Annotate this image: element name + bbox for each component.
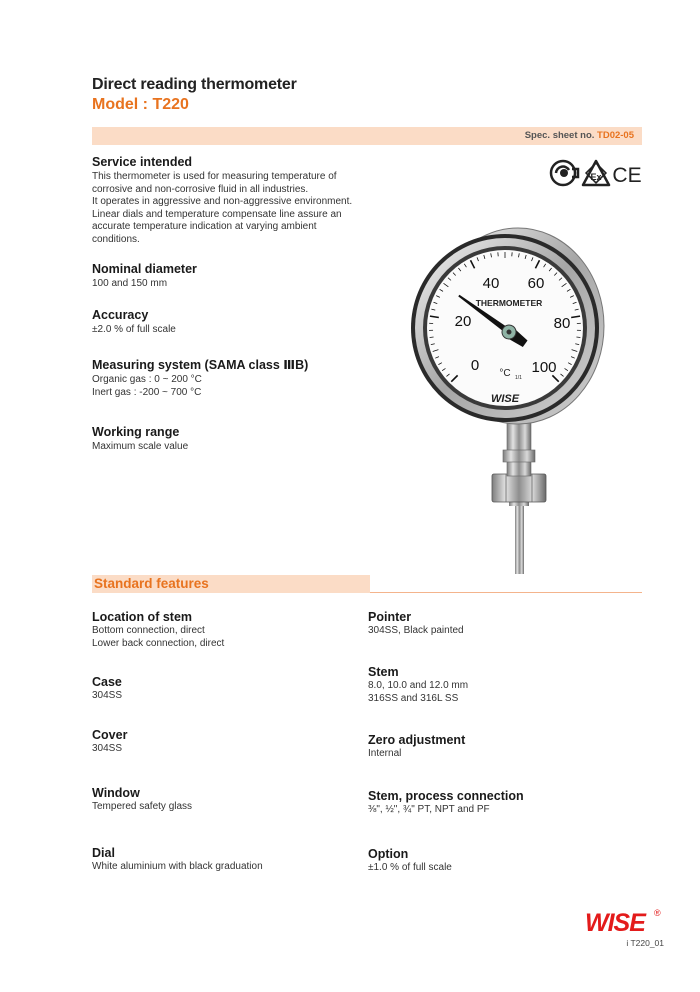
service-intended-text: This thermometer is used for measuring temperature of corrosive and non-corrosive fluid in all industries. It operates in aggressive and non-aggressive environment. Linear dials and temperature compensate line assure an accurate temperature indication at varying ambient conditions. (92, 171, 353, 245)
feature-pointer: Pointer 304SS, Black painted (368, 610, 464, 636)
ce-icon-text: CE (612, 164, 642, 187)
feature-stem: Stem 8.0, 10.0 and 12.0 mm 316SS and 316L SS (368, 665, 469, 704)
ex-icon (583, 161, 609, 185)
feature-process-connection: Stem, process connection ⅜", ½", ¾" PT, NPT and PF (368, 789, 524, 815)
feature-location-of-stem: Location of stem Bottom connection, direct Lower back connection, direct (92, 610, 225, 649)
working-range-value: Maximum scale value (92, 441, 189, 452)
dial-label: THERMOMETER (475, 298, 543, 308)
standard-features-heading: Standard features (94, 576, 209, 591)
scale-label-40: 40 (482, 275, 500, 292)
dial-unit: °C (499, 368, 511, 379)
dial-tick (430, 337, 434, 338)
measuring-system-block (92, 357, 308, 399)
spec-sheet-number: TD02-05 (597, 130, 634, 141)
nominal-diameter-block (92, 262, 197, 291)
dial-tick (576, 337, 580, 338)
feature-case: Case 304SS (92, 675, 123, 701)
feature-window: Window Tempered safety glass (92, 786, 193, 812)
accuracy-value: ±2.0 % of full scale (92, 324, 176, 335)
spec-bar (92, 127, 642, 145)
scale-label-100: 100 (531, 359, 557, 376)
working-range-block (92, 425, 188, 454)
page-title: Direct reading thermometer (92, 76, 297, 93)
scale-label-0: 0 (470, 357, 480, 374)
certification-icons (548, 158, 644, 188)
service-intended-heading: Service intended (92, 155, 193, 169)
document-code: i T220_01 (626, 938, 664, 948)
registered-mark: ® (654, 908, 661, 918)
ce-icon (612, 164, 641, 187)
feature-cover: Cover 304SS (92, 728, 128, 754)
standard-features-bar (92, 575, 370, 593)
scale-label-60: 60 (527, 275, 545, 292)
feature-dial: Dial White aluminium with black graduation (92, 846, 263, 872)
feature-option: Option ±1.0 % of full scale (368, 847, 452, 873)
working-range-heading: Working range (92, 425, 180, 439)
wise-logo (583, 905, 663, 935)
measuring-system-heading: Measuring system (SAMA class ⅢB) (92, 358, 309, 372)
standard-features-rule (370, 592, 642, 593)
measuring-system-text: Organic gas : 0 ~ 200 °C Inert gas : -200 ~ 700 °C (92, 374, 202, 398)
scale-label-80: 80 (553, 315, 571, 332)
dial-brand: WISE (490, 393, 520, 405)
feature-zero-adjustment: Zero adjustment Internal (368, 733, 466, 759)
accuracy-block (92, 308, 176, 337)
accuracy-heading: Accuracy (92, 308, 149, 322)
dial-unit-sub: 1/1 (515, 375, 522, 381)
nominal-diameter-heading: Nominal diameter (92, 262, 197, 276)
service-intended-block (92, 155, 352, 246)
scale-label-20: 20 (454, 313, 472, 330)
model-title: Model : T220 (92, 96, 189, 113)
spec-sheet-label: Spec. sheet no. TD02-05 (524, 130, 634, 141)
ex-icon-text: Ex (590, 172, 602, 182)
wise-logo-text: WISE (585, 909, 645, 935)
gost-icon (551, 161, 578, 185)
nominal-diameter-value: 100 and 150 mm (92, 278, 168, 289)
thermometer-image (405, 222, 620, 574)
